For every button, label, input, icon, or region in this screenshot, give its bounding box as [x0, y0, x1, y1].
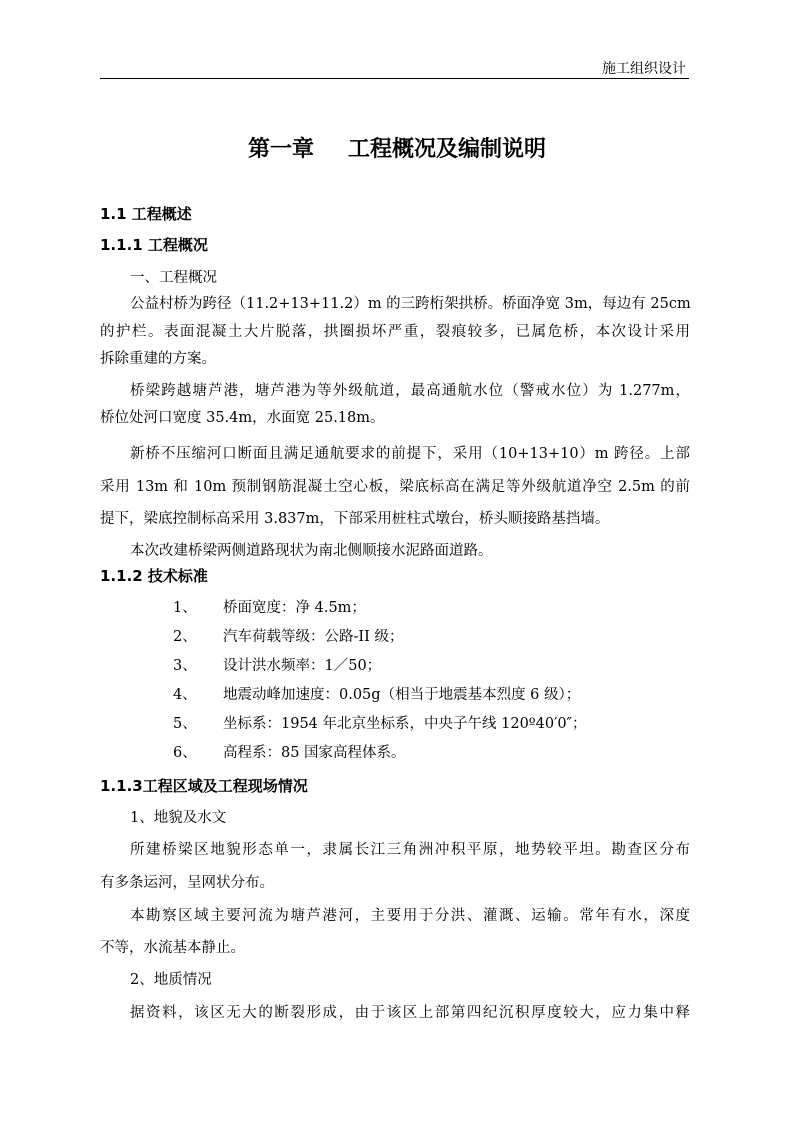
section-heading-1-1: 1.1 工程概述 — [100, 205, 192, 223]
paragraph-line: 据资料，该区无大的断裂形成，由于该区上部第四纪沉积厚度较大，应力集中释 — [130, 1005, 690, 1021]
paragraph-line: 公益村桥为跨径（11.2+13+11.2）m 的三跨桁架拱桥。桥面净宽 3m，每边有 25cm — [130, 296, 691, 312]
header-rule — [100, 78, 689, 79]
paragraph-line: 拆除重建的方案。 — [100, 351, 216, 367]
paragraph-line: 本次改建桥梁两侧道路现状为南北侧顺接水泥路面道路。 — [130, 543, 493, 559]
paragraph-line: 新桥不压缩河口断面且满足通航要求的前提下，采用（10+13+10）m 跨径。上部 — [130, 446, 690, 462]
section-heading-1-1-1: 1.1.1 工程概况 — [100, 236, 208, 254]
paragraph-line: 采用 13m 和 10m 预制钢筋混凝土空心板，梁底标高在满足等外级航道净空 2.5m 的前 — [100, 479, 690, 495]
paragraph-line: 桥梁跨越塘芦港，塘芦港为等外级航道，最高通航水位（警戒水位）为 1.277m， — [130, 383, 690, 399]
running-header: 施工组织设计 — [602, 61, 686, 77]
paragraph-line: 所建桥梁区地貌形态单一，隶属长江三角洲冲积平原，地势较平坦。勘查区分布 — [130, 842, 690, 858]
subheading-geology: 2、地质情况 — [130, 972, 212, 988]
standard-number: 4、 — [173, 687, 197, 703]
paragraph-line: 有多条运河，呈网状分布。 — [100, 875, 274, 891]
standard-item: 汽车荷载等级：公路-II 级； — [223, 629, 404, 645]
paragraph-line: 提下，梁底控制标高采用 3.837m，下部采用桩柱式墩台，桥头顺接路基挡墙。 — [100, 511, 610, 527]
standard-number: 1、 — [173, 600, 197, 616]
paragraph-line: 不等，水流基本静止。 — [100, 940, 245, 956]
section-heading-1-1-3: 1.1.3工程区域及工程现场情况 — [100, 777, 308, 795]
standard-item: 桥面宽度：净 4.5m； — [223, 600, 366, 616]
standard-item: 地震动峰加速度：0.05g（相当于地震基本烈度 6 级）； — [223, 687, 581, 703]
standard-item: 高程系：85 国家高程体系。 — [223, 745, 406, 761]
chapter-number: 第一章 — [247, 137, 314, 162]
standard-item: 坐标系：1954 年北京坐标系，中央子午线 120º40′0″； — [223, 716, 587, 732]
section-heading-1-1-2: 1.1.2 技术标准 — [100, 567, 208, 585]
chapter-heading: 工程概况及编制说明 — [348, 137, 547, 162]
paragraph-line: 的护栏。表面混凝土大片脱落，拱圈损坏严重，裂痕较多，已属危桥，本次设计采用 — [100, 324, 690, 340]
standard-number: 6、 — [173, 745, 197, 761]
subheading-landform: 1、地貌及水文 — [130, 810, 227, 826]
chapter-title — [0, 132, 794, 163]
standard-item: 设计洪水频率：1／50； — [223, 658, 382, 674]
subheading-overview: 一、工程概况 — [130, 270, 217, 286]
standard-number: 2、 — [173, 629, 197, 645]
standard-number: 5、 — [173, 716, 197, 732]
standard-number: 3、 — [173, 658, 197, 674]
paragraph-line: 桥位处河口宽度 35.4m，水面宽 25.18m。 — [100, 410, 385, 426]
paragraph-line: 本勘察区域主要河流为塘芦港河，主要用于分洪、灌溉、运输。常年有水，深度 — [130, 908, 690, 924]
